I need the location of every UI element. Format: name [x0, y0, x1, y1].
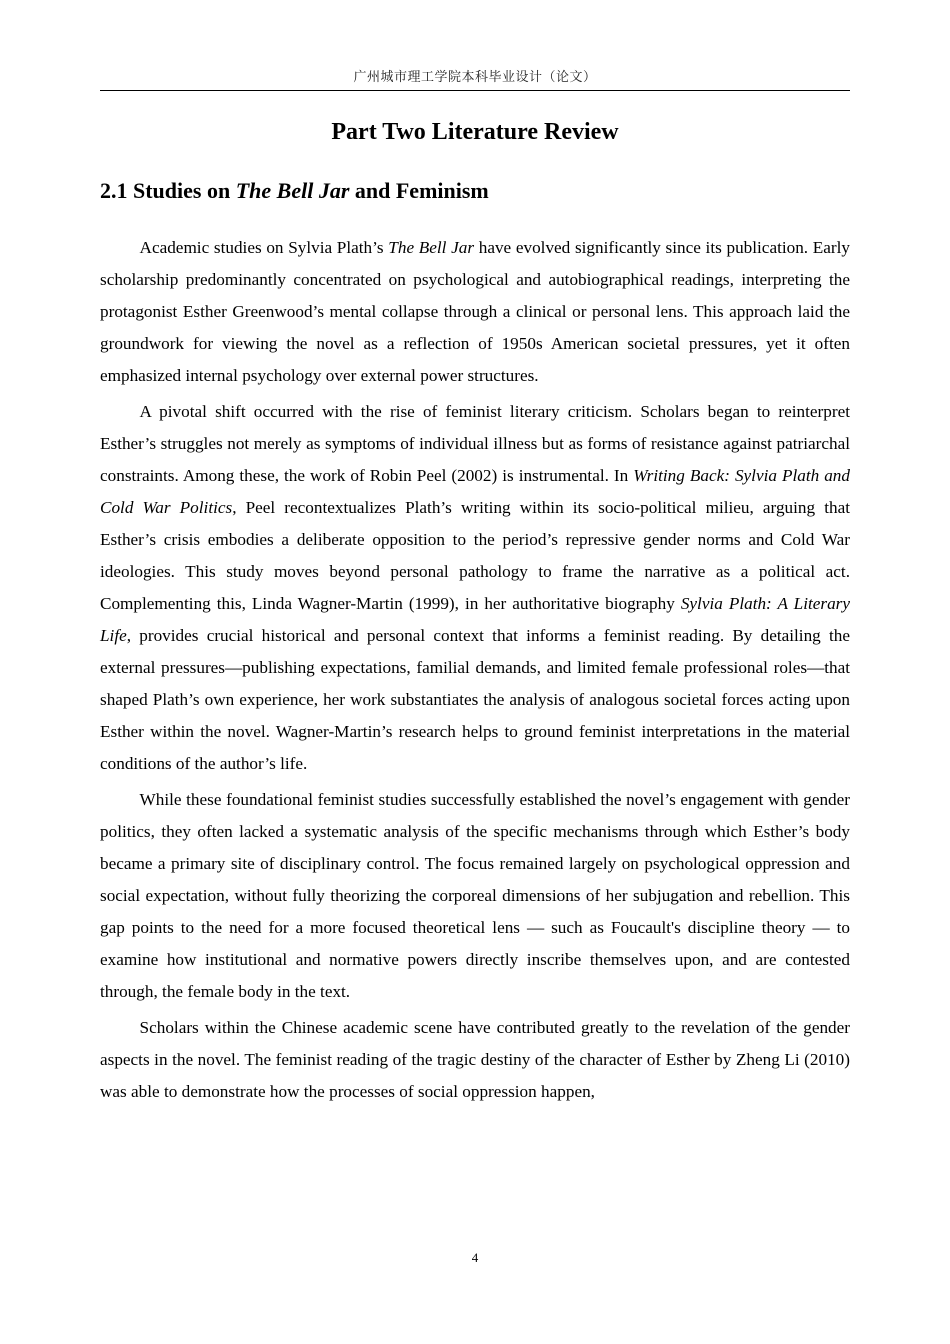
chapter-title: Part Two Literature Review	[331, 119, 619, 145]
paragraph-2-book-title-2: Sylvia Plath: A Literary Life	[100, 594, 850, 645]
section-heading-italic-title: The Bell Jar	[235, 178, 350, 203]
paragraph-2-book-title-1: Writing Back: Sylvia Plath and Cold War Politics	[100, 466, 850, 517]
paragraph-1-text-a: Academic studies on Sylvia Plath’s	[139, 238, 389, 257]
paragraph-2-text-c: , Peel recontextualizes Plath’s writing within its socio-political milieu, arguing that Esther’s crisis embodies a deliberate opposition to the period’s repressive gender norms and Cold War ideologies. This study moves beyond personal pathology to frame the narrative as a political act. Complementing this, Linda Wagner-Martin (1999), in her authoritative biography	[100, 498, 850, 613]
paragraph-2-text-e: , provides crucial historical and personal context that informs a feminist reading. By detailing the external pressures—publishing expectations, familial demands, and limited female professional roles—that shaped Plath’s own experience, her work substantiates the analysis of analogous societal forces acting upon Esther within the novel. Wagner-Martin’s research helps to ground feminist interpretations in the material conditions of the author’s life.	[100, 626, 850, 773]
paragraph-1-text-c: have evolved significantly since its publication. Early scholarship predominantly concentrated on psychological and autobiographical readings, interpreting the protagonist Esther Greenwood’s mental collapse through a clinical or personal lens. This approach laid the groundwork for viewing the novel as a reflection of 1950s American societal pressures, yet it often emphasized internal psychology over external power structures.	[100, 238, 851, 385]
section-heading	[100, 175, 850, 207]
paragraph-1-book-title: The Bell Jar	[388, 238, 475, 257]
header-divider	[100, 90, 850, 91]
paragraph-4: Scholars within the Chinese academic scene have contributed greatly to the revelation of the gender aspects in the novel. The feminist reading of the tragic destiny of the character of Esther by Zheng Li (2010) was able to demonstrate how the processes of social oppression happen,	[100, 1018, 850, 1101]
section-heading-prefix: 2.1 Studies on	[100, 178, 236, 203]
body-text	[100, 232, 850, 1112]
paragraph-2-text-a: A pivotal shift occurred with the rise of feminist literary criticism. Scholars began to reinterpret Esther’s struggles not merely as symptoms of individual illness but as forms of resistance against patriarchal constraints. Among these, the work of Robin Peel (2002) is instrumental. In	[100, 402, 850, 485]
paragraph-1	[100, 232, 850, 392]
section-heading-suffix: and Feminism	[349, 178, 489, 203]
page-number: 4	[471, 1250, 479, 1265]
paragraph-2	[100, 396, 850, 780]
running-header: 广州城市理工学院本科毕业设计（论文）	[353, 69, 597, 84]
paragraph-3: While these foundational feminist studies successfully established the novel’s engagement with gender politics, they often lacked a systematic analysis of the specific mechanisms through which Esther’s body became a primary site of disciplinary control. The focus remained largely on psychological oppression and social expectation, without fully theorizing the corporeal dimensions of her subjugation and rebellion. This gap points to the need for a more focused theoretical lens — such as Foucault's discipline theory — to examine how institutional and normative powers directly inscribe themselves upon, and are contested through, the female body in the text.	[100, 790, 850, 1001]
